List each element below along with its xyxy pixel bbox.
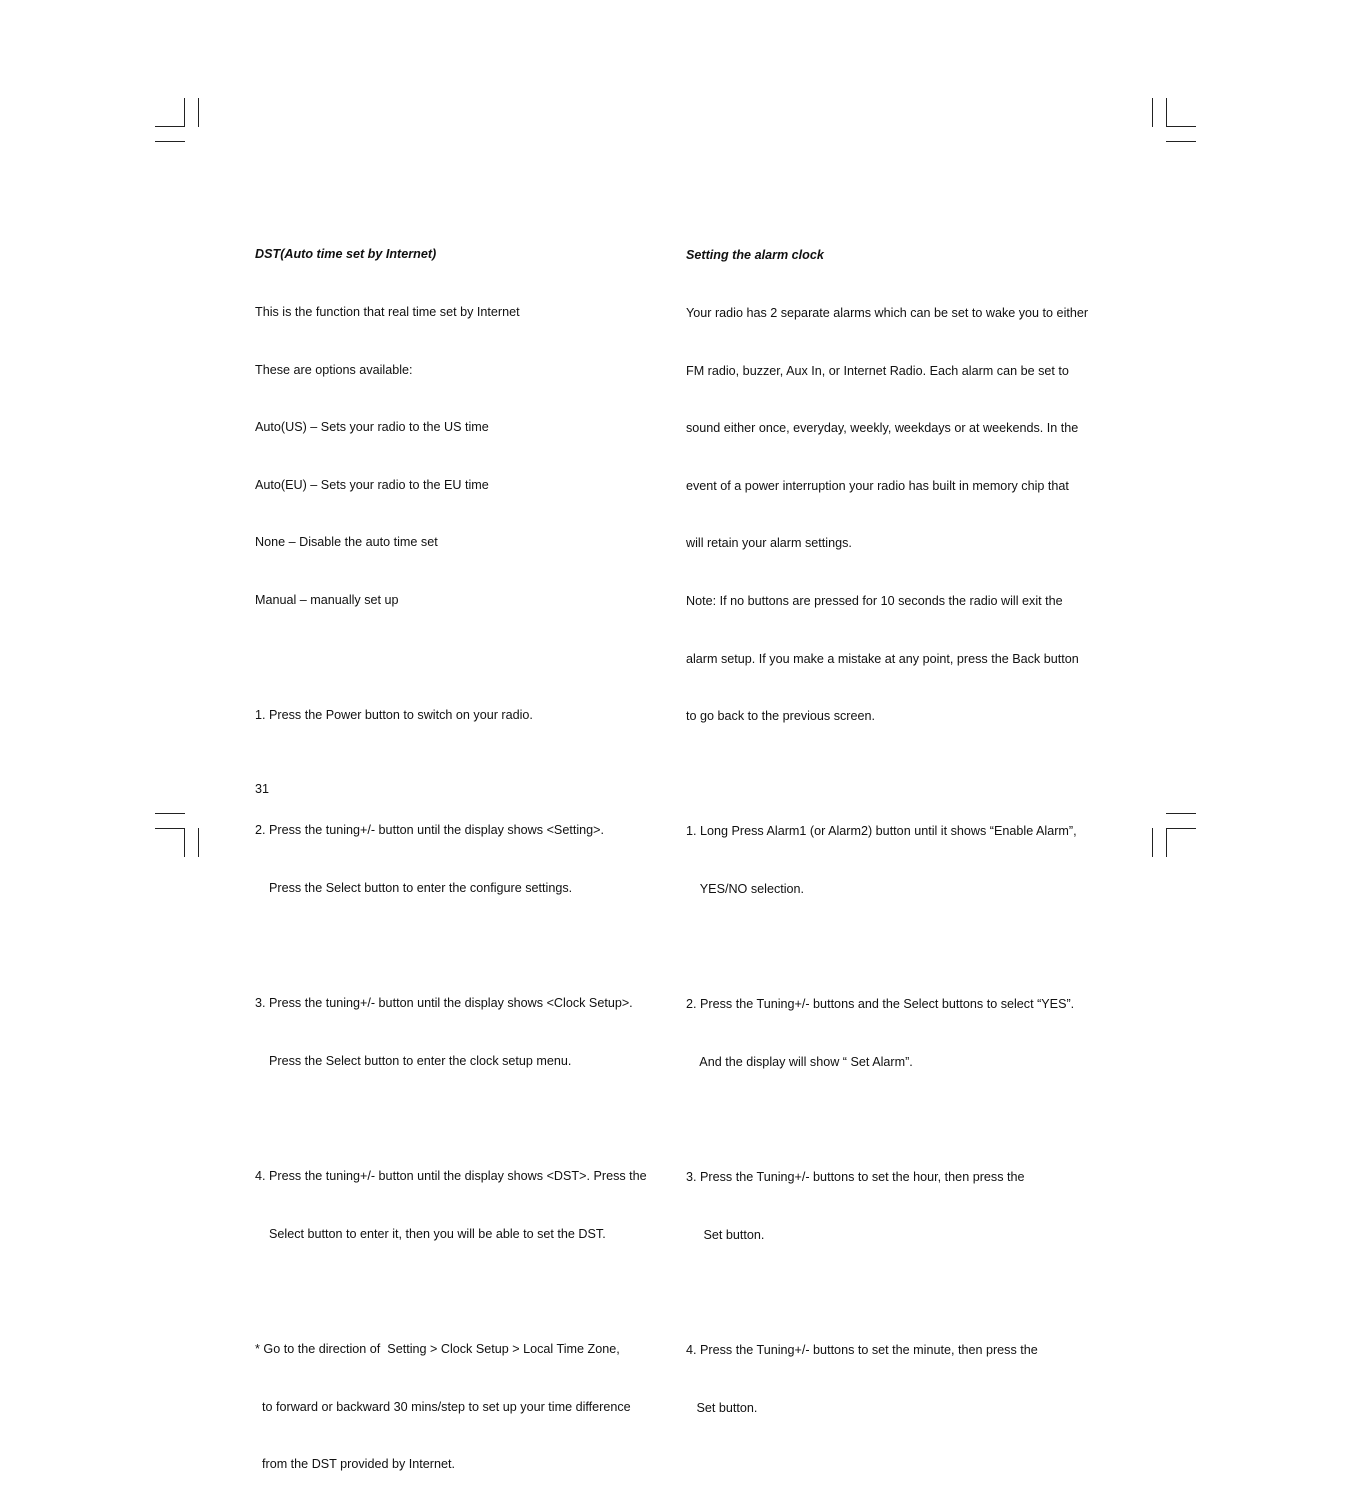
step-line: Press the Select button to enter the clock setup menu. [255,1053,572,1068]
crop-mark [1166,98,1167,127]
intro-line: Auto(EU) – Sets your radio to the EU time [255,477,489,492]
step-line: 3. Press the Tuning+/- buttons to set the hour, then press the [686,1170,1025,1185]
crop-mark [198,98,199,127]
page-number: 31 [255,782,270,796]
crop-mark [155,126,185,127]
step-line: Press the Select button to enter the configure settings. [255,881,573,896]
crop-mark [198,828,199,857]
intro-line: Auto(US) – Sets your radio to the US time [255,420,489,435]
crop-mark [184,98,185,127]
note-line: * Go to the direction of Setting > Clock Setup > Local Time Zone, [255,1341,620,1356]
step-line: 3. Press the tuning+/- button until the display shows <Clock Setup>. [255,996,633,1011]
intro-line: Note: If no buttons are pressed for 10 seconds the radio will exit the [686,594,1063,609]
section-heading-alarm: Setting the alarm clock [686,248,824,263]
section-heading-dst: DST(Auto time set by Internet) [255,247,437,262]
crop-mark [155,141,185,142]
crop-mark [155,828,185,829]
step-line: 1. Long Press Alarm1 (or Alarm2) button until it shows “Enable Alarm”, [686,824,1077,839]
step-line: 1. Press the Power button to switch on your radio. [255,708,533,723]
step-line: Select button to enter it, then you will be able to set the DST. [255,1226,606,1241]
intro-line: will retain your alarm settings. [686,536,852,551]
step-line: 4. Press the tuning+/- button until the display shows <DST>. Press the [255,1169,647,1184]
note-line: from the DST provided by Internet. [255,1457,455,1472]
crop-mark [155,813,185,814]
intro-line: FM radio, buzzer, Aux In, or Internet Radio. Each alarm can be set to [686,363,1069,378]
crop-mark [1152,98,1153,127]
crop-mark [1166,828,1196,829]
crop-mark [1166,813,1196,814]
step-line: 2. Press the tuning+/- button until the display shows <Setting>. [255,823,604,838]
step-line: YES/NO selection. [686,882,805,897]
intro-line: sound either once, everyday, weekly, weekdays or at weekends. In the [686,421,1079,436]
step-line: Set button. [686,1400,758,1415]
step-line: 2. Press the Tuning+/- buttons and the Select buttons to select “YES”. [686,997,1075,1012]
intro-line: Your radio has 2 separate alarms which can be set to wake you to either [686,306,1089,321]
intro-line: event of a power interruption your radio has built in memory chip that [686,478,1069,493]
step-line: Set button. [686,1227,765,1242]
crop-mark [1166,828,1167,857]
right-column [686,208,1106,1437]
intro-line: These are options available: [255,362,413,377]
intro-line: Manual – manually set up [255,593,399,608]
intro-line: to go back to the previous screen. [686,709,876,724]
crop-mark [1166,126,1196,127]
left-column [255,207,675,1494]
intro-line: This is the function that real time set by Internet [255,305,520,320]
intro-line: alarm setup. If you make a mistake at any point, press the Back button [686,651,1079,666]
crop-mark [184,828,185,857]
crop-mark [1166,141,1196,142]
crop-mark [1152,828,1153,857]
note-line: to forward or backward 30 mins/step to set up your time difference [255,1399,631,1414]
step-line: And the display will show “ Set Alarm”. [686,1054,913,1069]
intro-line: None – Disable the auto time set [255,535,438,550]
step-line: 4. Press the Tuning+/- buttons to set the minute, then press the [686,1342,1038,1357]
